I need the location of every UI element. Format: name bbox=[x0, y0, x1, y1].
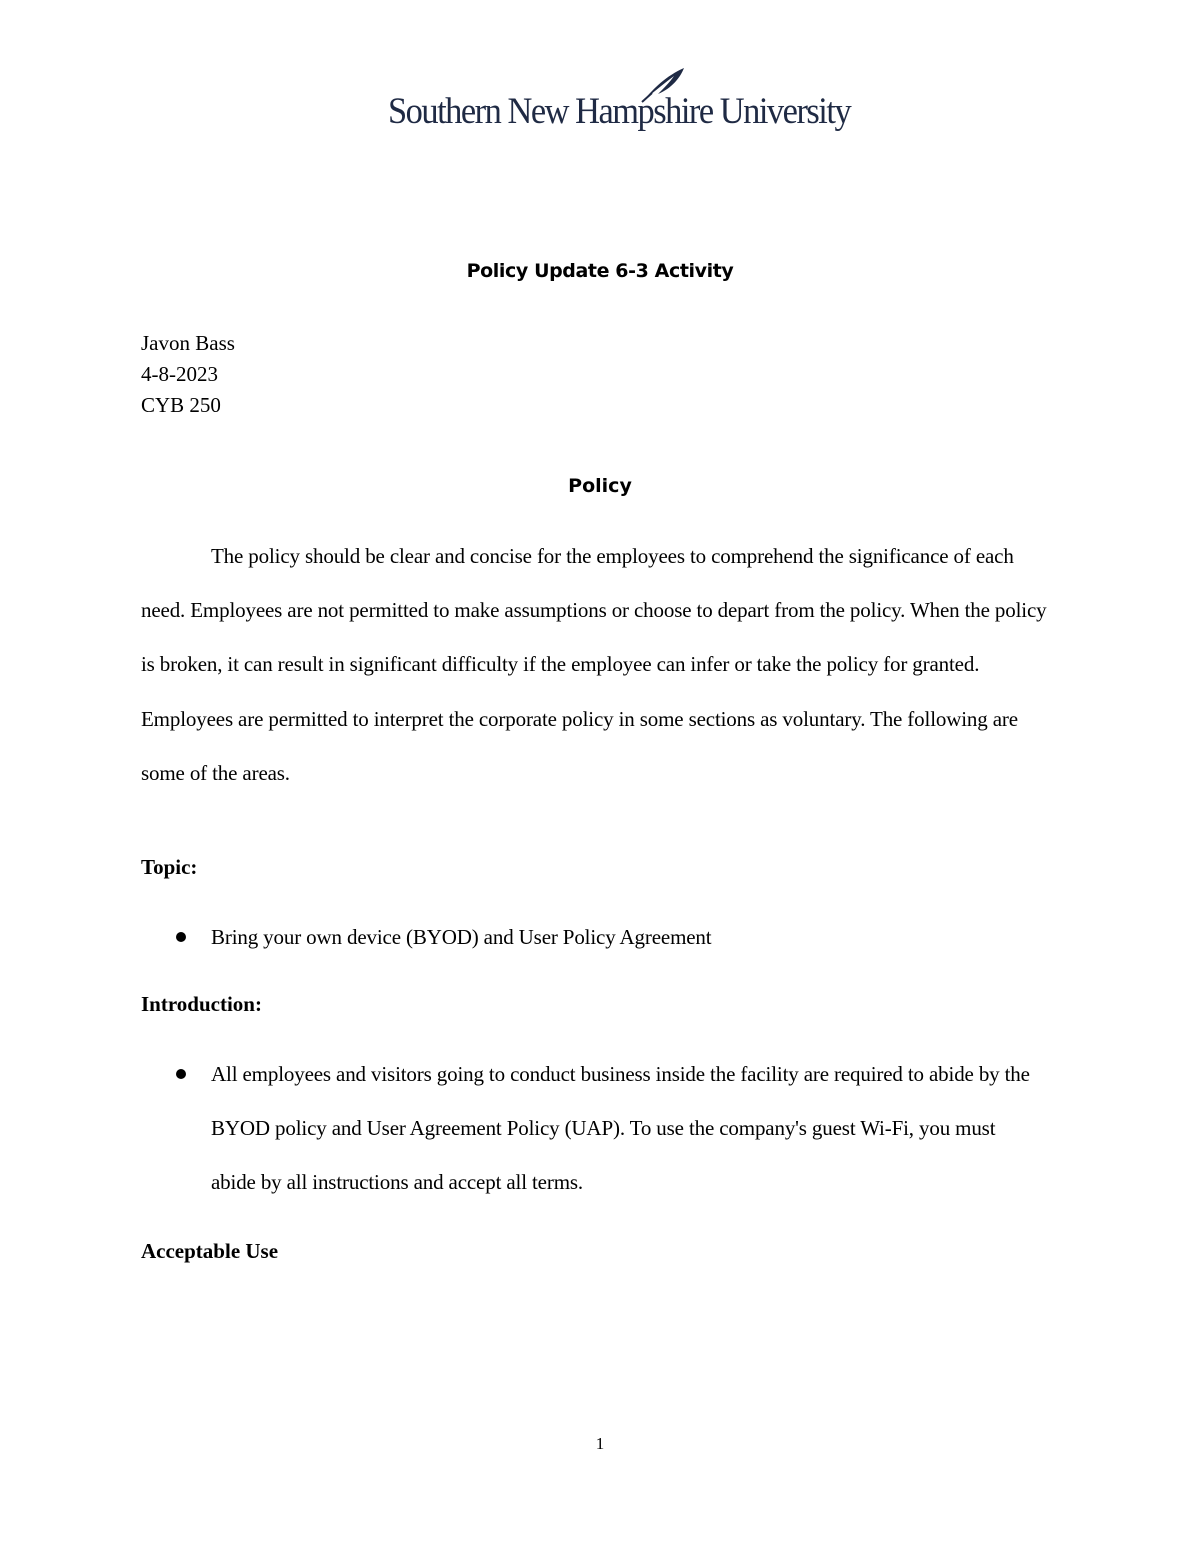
policy-heading: Policy bbox=[568, 475, 632, 497]
topic-bullet bbox=[141, 910, 1041, 964]
introduction-heading: Introduction: bbox=[141, 992, 262, 1016]
university-logo bbox=[388, 66, 851, 136]
document-title: Policy Update 6-3 Activity bbox=[466, 260, 734, 282]
bullet-icon bbox=[176, 1069, 186, 1079]
page-number: 1 bbox=[595, 1434, 605, 1453]
policy-paragraph: The policy should be clear and concise for the employees to comprehend the significance of each need. Employees are not permitted to make assumptions or choose to depart from the policy. When the policy is broken, it can result in significant difficulty if the employee can infer or take the policy for granted. Employees are permitted to interpret the corporate policy in some sections as voluntary. The following are some of the areas. bbox=[141, 544, 1047, 785]
bullet-icon bbox=[176, 932, 186, 942]
author-name: Javon Bass bbox=[141, 331, 235, 355]
topic-bullet-text: Bring your own device (BYOD) and User Policy Agreement bbox=[211, 925, 712, 949]
submission-date: 4-8-2023 bbox=[141, 362, 218, 386]
author-block bbox=[141, 328, 235, 421]
logo-wordmark: Southern New Hampshire University bbox=[388, 91, 851, 132]
acceptable-use-heading: Acceptable Use bbox=[141, 1239, 279, 1263]
introduction-bullet bbox=[141, 1047, 1041, 1210]
course-code: CYB 250 bbox=[141, 393, 221, 417]
topic-heading: Topic: bbox=[141, 855, 198, 879]
introduction-bullet-text: All employees and visitors going to conduct business inside the facility are required to abide by the BYOD policy and User Agreement Policy (UAP). To use the company's guest Wi-Fi, you must abide by all instructions and accept all terms. bbox=[211, 1062, 1030, 1195]
